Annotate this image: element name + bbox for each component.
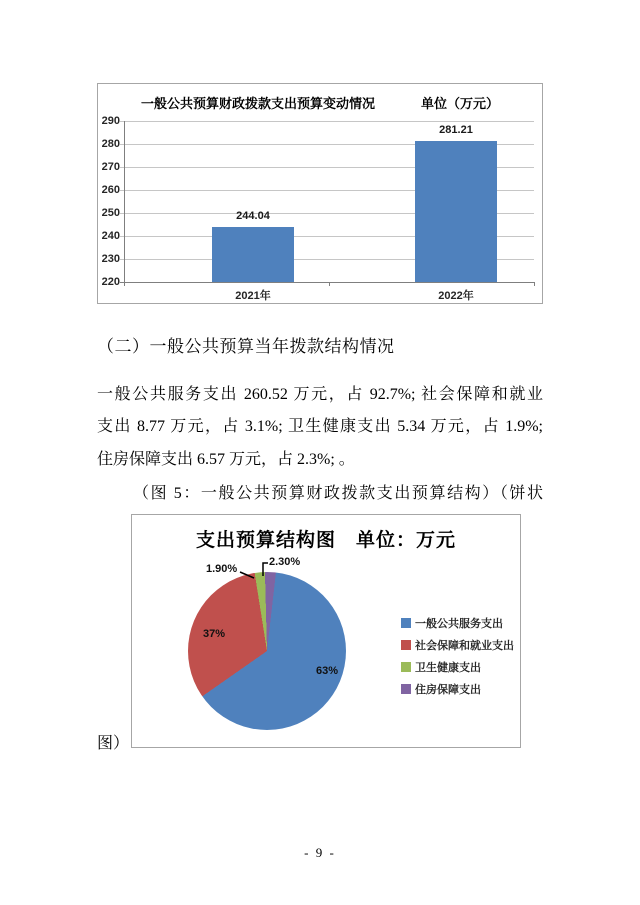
section-heading: （二）一般公共预算当年拨款结构情况 <box>97 337 395 356</box>
legend-label: 社会保障和就业支出 <box>415 640 514 652</box>
bar-chart-plot-area <box>101 115 534 302</box>
y-tick-label: 250 <box>101 207 120 219</box>
y-tick-label: 290 <box>101 115 120 127</box>
legend-label: 卫生健康支出 <box>415 662 481 674</box>
gridline <box>120 282 534 283</box>
figure-caption: （图 5：一般公共预算财政拨款支出预算结构）（饼状 <box>133 485 543 502</box>
pie-slice-label: 2.30% <box>269 556 301 568</box>
bar-chart-figure <box>97 83 543 304</box>
legend-swatch-icon <box>401 684 411 694</box>
x-axis-tick <box>124 282 125 286</box>
legend-item <box>401 615 514 631</box>
legend-item <box>401 681 514 697</box>
bar-2022 <box>415 141 497 282</box>
x-category-label: 2021年 <box>235 290 271 302</box>
pie-slice-label: 37% <box>203 628 226 640</box>
legend-item <box>401 659 514 675</box>
page-number: - 9 - <box>304 845 336 860</box>
pie-legend <box>401 615 514 703</box>
y-tick-label: 270 <box>101 161 120 173</box>
legend-label: 一般公共服务支出 <box>415 618 503 630</box>
bar-value-label: 244.04 <box>236 209 270 222</box>
x-category-label: 2022年 <box>438 290 474 302</box>
bar-chart-unit-label: 单位（万元） <box>421 96 500 111</box>
pie-slice-label: 63% <box>316 665 339 677</box>
legend-item <box>401 637 514 653</box>
bar-chart-title: 一般公共预算财政拨款支出预算变动情况 <box>141 96 376 111</box>
y-axis-line <box>124 121 125 282</box>
y-tick-label: 260 <box>101 184 120 196</box>
paragraph-line: 支出 8.77 万元，占 3.1%; 卫生健康支出 5.34 万元，占 1.9%; <box>97 418 543 435</box>
paragraph-line: 住房保障支出 6.57 万元，占 2.3%; 。 <box>97 451 355 468</box>
pie-slice-label: 1.90% <box>206 563 238 575</box>
bar-2021 <box>212 227 294 282</box>
y-tick-label: 240 <box>101 230 120 242</box>
paragraph-line: 一般公共服务支出 260.52 万元，占 92.7%; 社会保障和就业 <box>97 386 543 403</box>
gridline <box>120 121 534 122</box>
y-tick-label: 220 <box>101 276 120 288</box>
y-tick-label: 280 <box>101 138 120 150</box>
pie-chart-title: 支出预算结构图 单位：万元 <box>195 530 456 551</box>
figure-caption-tail: 图） <box>97 735 130 752</box>
pie-chart-figure <box>131 514 521 748</box>
legend-swatch-icon <box>401 640 411 650</box>
pie-chart <box>188 572 346 730</box>
bar-value-label: 281.21 <box>439 124 473 137</box>
x-axis-tick <box>534 282 535 286</box>
y-tick-label: 230 <box>101 253 120 265</box>
legend-swatch-icon <box>401 662 411 672</box>
x-axis-tick <box>329 282 330 286</box>
legend-label: 住房保障支出 <box>415 684 481 696</box>
legend-swatch-icon <box>401 618 411 628</box>
